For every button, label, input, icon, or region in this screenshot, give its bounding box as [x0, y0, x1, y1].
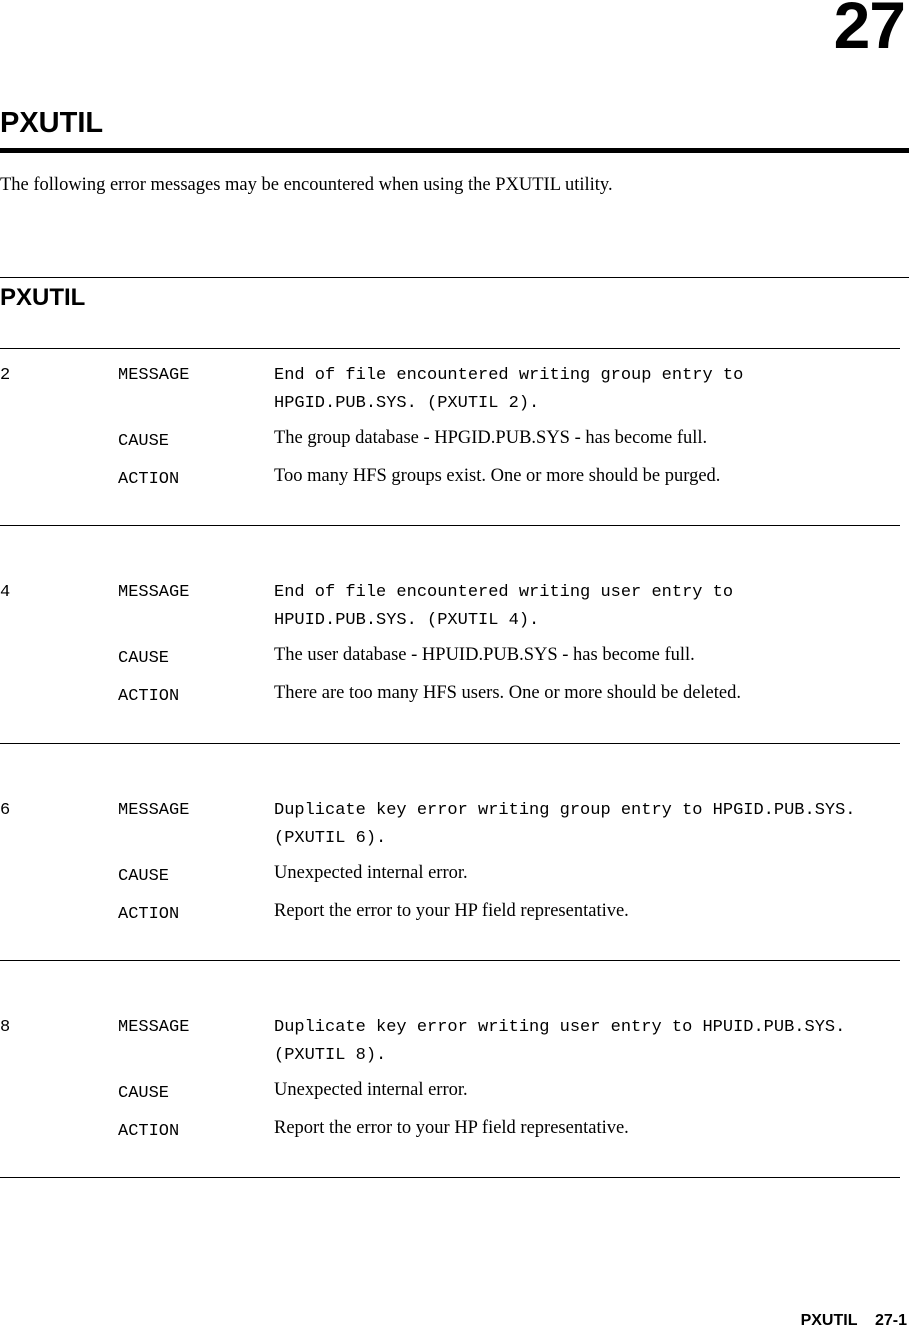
chapter-number: 27 — [833, 0, 905, 62]
cause-label: CAUSE — [118, 1084, 170, 1103]
message-text-line1: End of file encountered writing user entry to — [274, 583, 734, 602]
cause-text: The group database - HPGID.PUB.SYS - has become full. — [274, 428, 708, 448]
action-label: ACTION — [118, 905, 180, 924]
cause-text: Unexpected internal error. — [274, 1080, 468, 1100]
chapter-divider — [0, 148, 909, 153]
cause-text: Unexpected internal error. — [274, 863, 468, 883]
entry-divider — [0, 1177, 900, 1178]
cause-label: CAUSE — [118, 649, 170, 668]
message-text-line1: Duplicate key error writing group entry to HPGID.PUB.SYS. — [274, 801, 856, 820]
message-label: MESSAGE — [118, 583, 190, 602]
intro-paragraph: The following error messages may be encountered when using the PXUTIL utility. — [0, 175, 613, 195]
page-number: 27-1 — [874, 1312, 907, 1329]
action-label: ACTION — [118, 1122, 180, 1141]
cause-label: CAUSE — [118, 432, 170, 451]
message-text-line2: (PXUTIL 6). — [274, 829, 387, 848]
section-title: PXUTIL — [0, 284, 86, 311]
action-text: Too many HFS groups exist. One or more should be purged. — [274, 466, 721, 486]
message-text-line2: HPUID.PUB.SYS. (PXUTIL 4). — [274, 611, 540, 630]
page-footer — [801, 1311, 907, 1331]
entry-divider — [0, 960, 900, 961]
message-text-line2: HPGID.PUB.SYS. (PXUTIL 2). — [274, 394, 540, 413]
cause-label: CAUSE — [118, 867, 170, 886]
error-number: 8 — [0, 1018, 11, 1037]
error-number: 4 — [0, 583, 11, 602]
entry-divider — [0, 525, 900, 526]
entry-divider — [0, 348, 900, 349]
error-number: 2 — [0, 366, 11, 385]
message-text-line2: (PXUTIL 8). — [274, 1046, 387, 1065]
cause-text: The user database - HPUID.PUB.SYS - has become full. — [274, 645, 695, 665]
action-text: Report the error to your HP field representative. — [274, 901, 629, 921]
action-label: ACTION — [118, 687, 180, 706]
message-label: MESSAGE — [118, 801, 190, 820]
section-divider — [0, 277, 909, 278]
message-text-line1: End of file encountered writing group entry to — [274, 366, 744, 385]
footer-title: PXUTIL — [800, 1312, 858, 1329]
chapter-title: PXUTIL — [0, 107, 104, 139]
error-number: 6 — [0, 801, 11, 820]
message-label: MESSAGE — [118, 1018, 190, 1037]
action-text: Report the error to your HP field representative. — [274, 1118, 629, 1138]
action-label: ACTION — [118, 470, 180, 489]
entry-divider — [0, 743, 900, 744]
message-label: MESSAGE — [118, 366, 190, 385]
message-text-line1: Duplicate key error writing user entry to HPUID.PUB.SYS. — [274, 1018, 846, 1037]
action-text: There are too many HFS users. One or more should be deleted. — [274, 683, 741, 703]
